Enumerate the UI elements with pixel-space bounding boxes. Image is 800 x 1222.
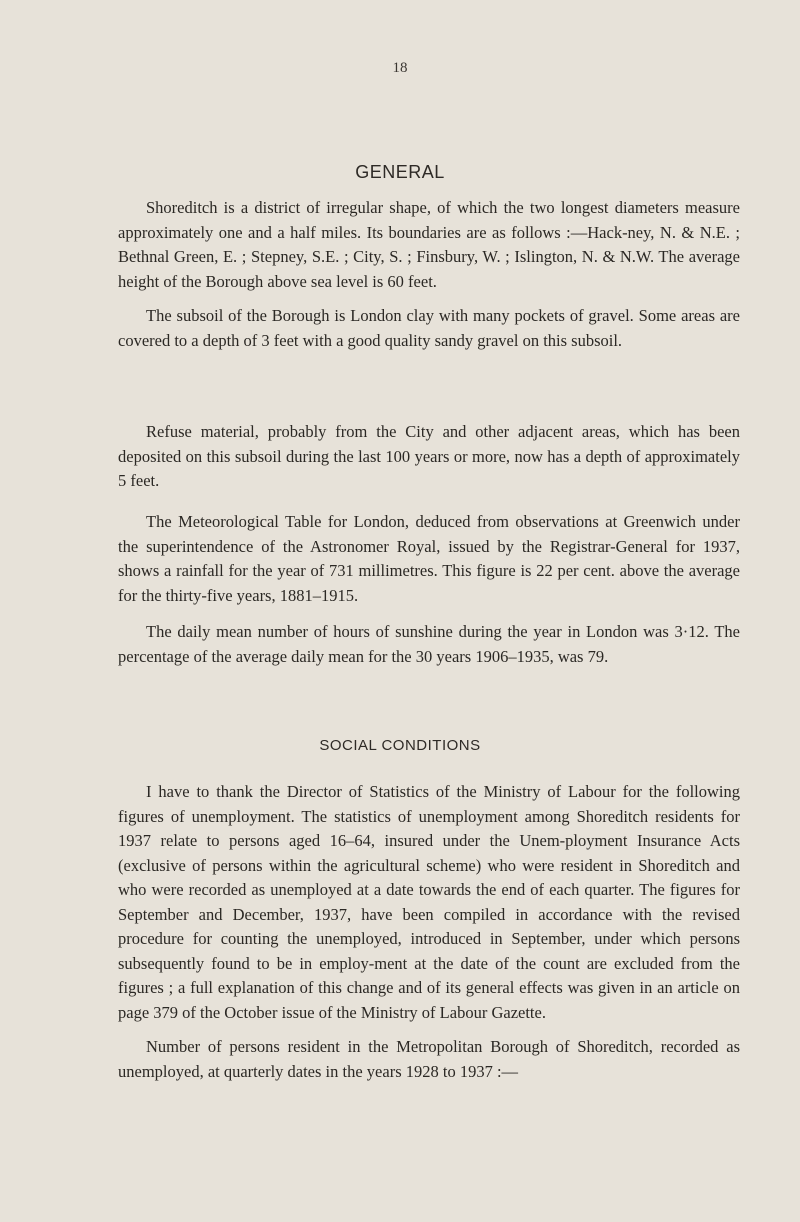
paragraph-rainfall: The Meteorological Table for London, deduced from observations at Greenwich under the superintendence of the Astronomer Royal, issued by the Registrar-General for 1937, shows a rainfall for the year of 731 millimetres. This figure is 22 per cent. above the average for the thirty-five years, 1881–1915.: [118, 512, 740, 605]
page-number: 18: [392, 60, 408, 76]
section-heading-social-conditions: SOCIAL CONDITIONS: [319, 737, 481, 754]
paragraph-refuse: Refuse material, probably from the City and other adjacent areas, which has been deposited on this subsoil during the last 100 years or more, now has a depth of approximately 5 feet.: [118, 422, 740, 490]
paragraph-subsoil: The subsoil of the Borough is London clay with many pockets of gravel. Some areas are covered to a depth of 3 feet with a good quality sandy gravel on this subsoil.: [118, 306, 740, 350]
section-heading-general: GENERAL: [355, 162, 445, 182]
paragraph-boundaries: Shoreditch is a district of irregular shape, of which the two longest diameters measure approximately one and a half miles. Its boundaries are as follows :—Hack-ney, N. & N.E. ; Bethnal Green, E. ; Stepney, S.E. ; City, S. ; Finsbury, W. ; Islington, N. & N.W. The average height of the Borough above sea level is 60 feet.: [118, 198, 740, 291]
paragraph-unemployed-count-intro: Number of persons resident in the Metropolitan Borough of Shoreditch, recorded as unemployed, at quarterly dates in the years 1928 to 1937 :—: [118, 1037, 740, 1081]
paragraph-sunshine: The daily mean number of hours of sunshine during the year in London was 3·12. The percentage of the average daily mean for the 30 years 1906–1935, was 79.: [118, 622, 740, 666]
paragraph-unemployment-statistics: I have to thank the Director of Statistics of the Ministry of Labour for the following figures of unemployment. The statistics of unemployment among Shoreditch residents for 1937 relate to persons aged 16–64, insured under the Unem-ployment Insurance Acts (exclusive of persons within the agricultural scheme) who were resident in Shoreditch and who were recorded as unemployed at a date towards the end of each quarter. The figures for September and December, 1937, have been compiled in accordance with the revised procedure for counting the unemployed, introduced in September, under which persons subsequently found to be in employ-ment at the date of the count are excluded from the figures ; a full explanation of this change and of its general effects was given in an article on page 379 of the October issue of the Ministry of Labour Gazette.: [118, 782, 740, 1022]
